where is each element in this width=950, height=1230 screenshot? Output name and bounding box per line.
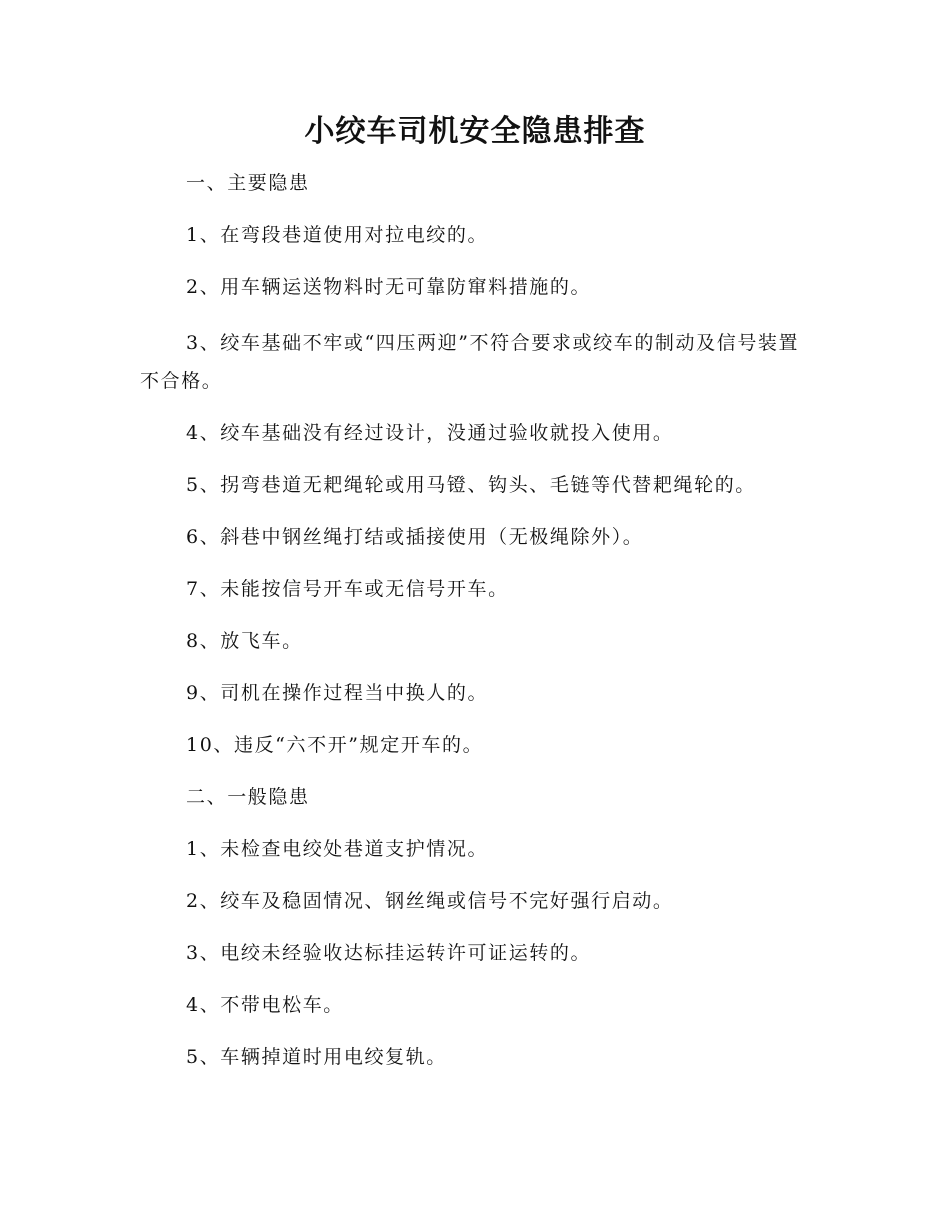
list-item: 5、车辆掉道时用电绞复轨。: [186, 1046, 447, 1068]
list-item: 7、未能按信号开车或无信号开车。: [186, 578, 509, 600]
section-heading-main-hazards: 一、主要隐患: [186, 172, 310, 194]
list-item: 4、绞车基础没有经过设计，没通过验收就投入使用。: [186, 422, 674, 444]
list-item: 8、放飞车。: [186, 630, 303, 652]
document-body: [140, 168, 810, 1094]
list-item: 6、斜巷中钢丝绳打结或插接使用（无极绳除外）。: [186, 526, 644, 548]
list-item: 5、拐弯巷道无耙绳轮或用马镫、钩头、毛链等代替耙绳轮的。: [186, 474, 756, 496]
list-item: 10、违反“六不开”规定开车的。: [186, 734, 484, 756]
list-item: 1、未检查电绞处巷道支护情况。: [186, 838, 489, 860]
list-item: 1、在弯段巷道使用对拉电绞的。: [186, 224, 489, 246]
list-item: 2、绞车及稳固情况、钢丝绳或信号不完好强行启动。: [186, 890, 674, 912]
list-item: 9、司机在操作过程当中换人的。: [186, 682, 489, 704]
section-heading-general-hazards: 二、一般隐患: [186, 786, 310, 808]
document-title: 小绞车司机安全隐患排查: [304, 114, 646, 149]
list-item: 4、不带电松车。: [186, 994, 344, 1016]
list-item: 3、绞车基础不牢或“四压两迎”不符合要求或绞车的制动及信号装置不合格。: [140, 332, 800, 392]
list-item: 2、用车辆运送物料时无可靠防窜料措施的。: [186, 276, 592, 298]
list-item: 3、电绞未经验收达标挂运转许可证运转的。: [186, 942, 592, 964]
